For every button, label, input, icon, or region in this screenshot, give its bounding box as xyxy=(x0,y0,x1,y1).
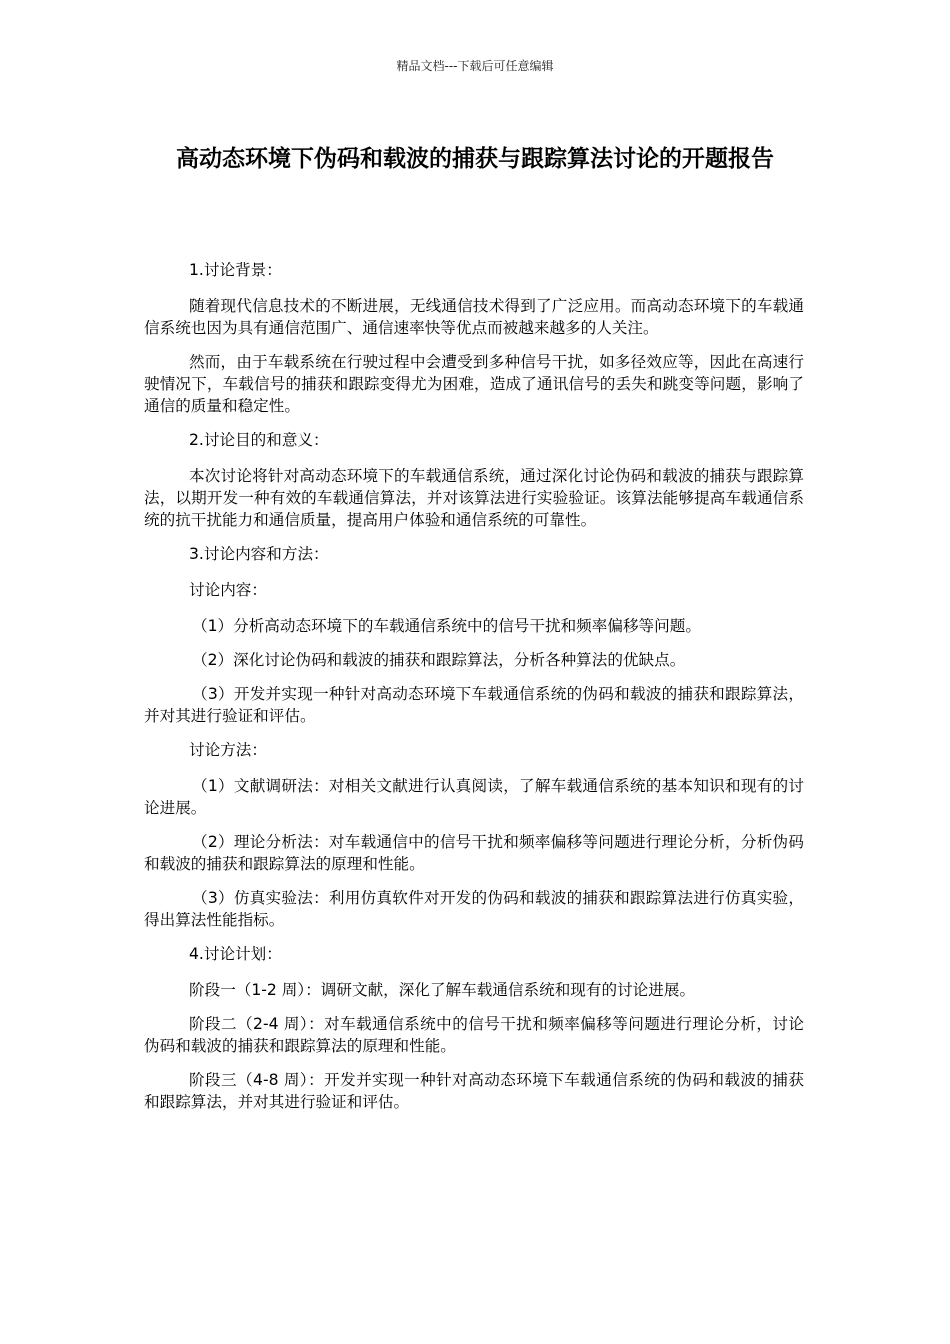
plan-item: 阶段二（2-4 周）：对车载通信系统中的信号干扰和频率偏移等问题进行理论分析，讨论伪码和载波的捕获和跟踪算法的原理和性能。 xyxy=(144,1015,804,1055)
subheading: 讨论内容： xyxy=(189,581,267,599)
paragraph: 然而，由于车载系统在行驶过程中会遭受到多种信号干扰，如多径效应等，因此在高速行驶情况下，车载信号的捕获和跟踪变得尤为困难，造成了通讯信号的丢失和跳变等问题，影响了通信的质量和稳定性。 xyxy=(144,353,804,415)
document-title: 高动态环境下伪码和载波的捕获与跟踪算法讨论的开题报告 xyxy=(176,146,774,172)
list-item: （3）仿真实验法：利用仿真软件对开发的伪码和载波的捕获和跟踪算法进行仿真实验，得出算法性能指标。 xyxy=(144,889,804,929)
document-body xyxy=(144,259,804,1125)
page-header: 精品文档---下载后可任意编辑 xyxy=(396,59,554,73)
list-item: （3）开发并实现一种针对高动态环境下车载通信系统的伪码和载波的捕获和跟踪算法，并对其进行验证和评估。 xyxy=(144,685,804,725)
list-item: （2）理论分析法：对车载通信中的信号干扰和频率偏移等问题进行理论分析，分析伪码和载波的捕获和跟踪算法的原理和性能。 xyxy=(144,833,804,873)
section-heading: 3.讨论内容和方法： xyxy=(189,545,329,563)
list-item: （2）深化讨论伪码和载波的捕获和跟踪算法，分析各种算法的优缺点。 xyxy=(192,651,686,669)
list-item: （1）文献调研法：对相关文献进行认真阅读，了解车载通信系统的基本知识和现有的讨论进展。 xyxy=(144,777,804,817)
section-heading: 4.讨论计划： xyxy=(189,945,282,963)
plan-item: 阶段一（1-2 周）：调研文献，深化了解车载通信系统和现有的讨论进展。 xyxy=(189,981,696,999)
section-heading: 1.讨论背景： xyxy=(189,261,282,279)
list-item: （1）分析高动态环境下的车载通信系统中的信号干扰和频率偏移等问题。 xyxy=(192,617,701,635)
section-heading: 2.讨论目的和意义： xyxy=(189,431,329,449)
plan-item: 阶段三（4-8 周）：开发并实现一种针对高动态环境下车载通信系统的伪码和载波的捕获和跟踪算法，并对其进行验证和评估。 xyxy=(144,1071,804,1111)
paragraph: 随着现代信息技术的不断进展，无线通信技术得到了广泛应用。而高动态环境下的车载通信系统也因为具有通信范围广、通信速率快等优点而被越来越多的人关注。 xyxy=(144,297,804,337)
subheading: 讨论方法： xyxy=(189,741,267,759)
paragraph: 本次讨论将针对高动态环境下的车载通信系统，通过深化讨论伪码和载波的捕获与跟踪算法，以期开发一种有效的车载通信算法，并对该算法进行实验验证。该算法能够提高车载通信系统的抗干扰能力和通信质量，提高用户体验和通信系统的可靠性。 xyxy=(144,467,804,529)
